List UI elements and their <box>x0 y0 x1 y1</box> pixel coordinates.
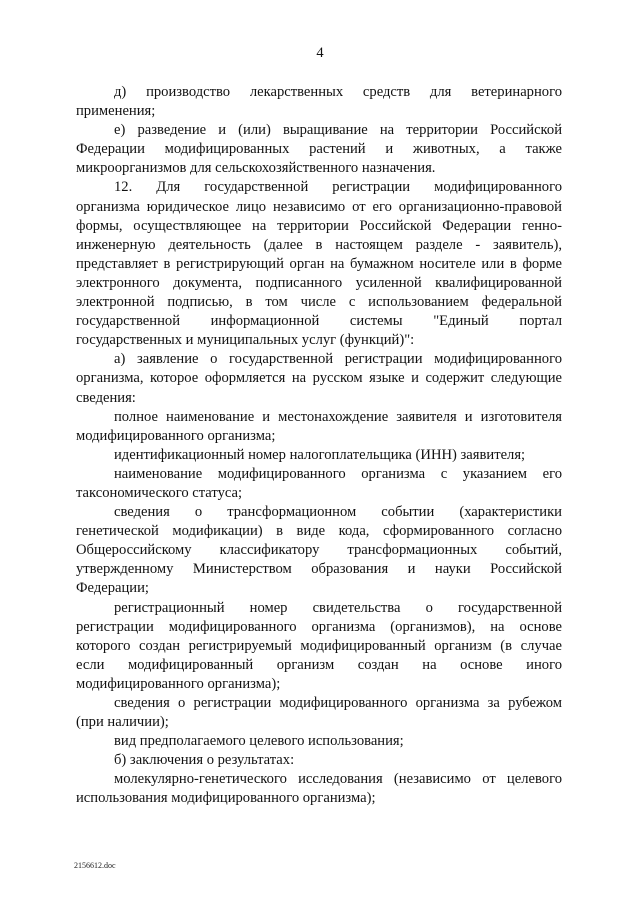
page-number: 4 <box>316 45 324 61</box>
text-line: утвержденному Министерством образования и науки Российской <box>76 561 562 578</box>
text-line: регистрационный номер свидетельства о государственной <box>114 599 562 616</box>
text-line: организма, которое оформляется на русском языке и содержит следующие <box>76 370 562 387</box>
footer-filename: 2156612.doc <box>74 861 116 870</box>
text-line: вид предполагаемого целевого использования; <box>114 733 404 750</box>
text-line: д) производство лекарственных средств для ветеринарного <box>114 84 562 100</box>
document-body <box>76 83 562 809</box>
text-line: модифицированного организма; <box>76 427 276 444</box>
text-line: модифицированного организма); <box>76 675 281 692</box>
text-line: регистрации модифицированного организма (организмов), на основе <box>76 618 562 635</box>
text-line: Федерации модифицированных растений и животных, а также <box>76 141 562 158</box>
text-line: электронного документа, подписанного усиленной квалифицированной <box>76 274 562 291</box>
text-line: (при наличии); <box>76 714 169 731</box>
text-line: формы, осуществляющее на территории Российской Федерации генно- <box>76 217 562 234</box>
text-line: молекулярно-генетического исследования (независимо от целевого <box>114 771 562 788</box>
text-line: генетической модификации) в виде кода, сформированного согласно <box>76 523 562 540</box>
text-line: государственных и муниципальных услуг (функций)": <box>76 332 415 349</box>
text-line: микроорганизмов для сельскохозяйственного назначения. <box>76 160 436 177</box>
text-line: которого создан регистрируемый модифицированный организм (в случае <box>76 637 562 654</box>
text-line: сведения о трансформационном событии (характеристики <box>114 504 562 521</box>
text-line: применения; <box>76 103 156 120</box>
text-line: использования модифицированного организма); <box>76 790 376 807</box>
text-line: Федерации; <box>76 580 149 597</box>
text-line: электронной подписью, в том числе с использованием федеральной <box>76 294 562 311</box>
text-line: представляет в регистрирующий орган на бумажном носителе или в форме <box>76 255 562 272</box>
text-line: 12. Для государственной регистрации модифицированного <box>114 179 562 196</box>
text-line: б) заключения о результатах: <box>114 752 295 769</box>
text-line: полное наименование и местонахождение заявителя и изготовителя <box>114 408 562 425</box>
text-line: Общероссийскому классификатору трансформационных событий, <box>76 542 562 559</box>
text-line: наименование модифицированного организма с указанием его <box>114 465 562 482</box>
text-line: таксономического статуса; <box>76 484 243 501</box>
text-line: идентификационный номер налогоплательщика (ИНН) заявителя; <box>114 446 526 463</box>
text-line: организма юридическое лицо независимо от его организационно-правовой <box>76 198 562 215</box>
text-line: если модифицированный организм создан на основе иного <box>76 656 562 673</box>
text-line: государственной информационной системы "Единый портал <box>76 313 562 330</box>
text-line: е) разведение и (или) выращивание на территории Российской <box>114 122 562 139</box>
text-line: инженерную деятельность (далее в настоящем разделе - заявитель), <box>76 236 562 253</box>
text-line: сведения о регистрации модифицированного организма за рубежом <box>114 695 562 711</box>
text-line: сведения: <box>76 389 136 406</box>
text-line: а) заявление о государственной регистрации модифицированного <box>114 351 562 368</box>
